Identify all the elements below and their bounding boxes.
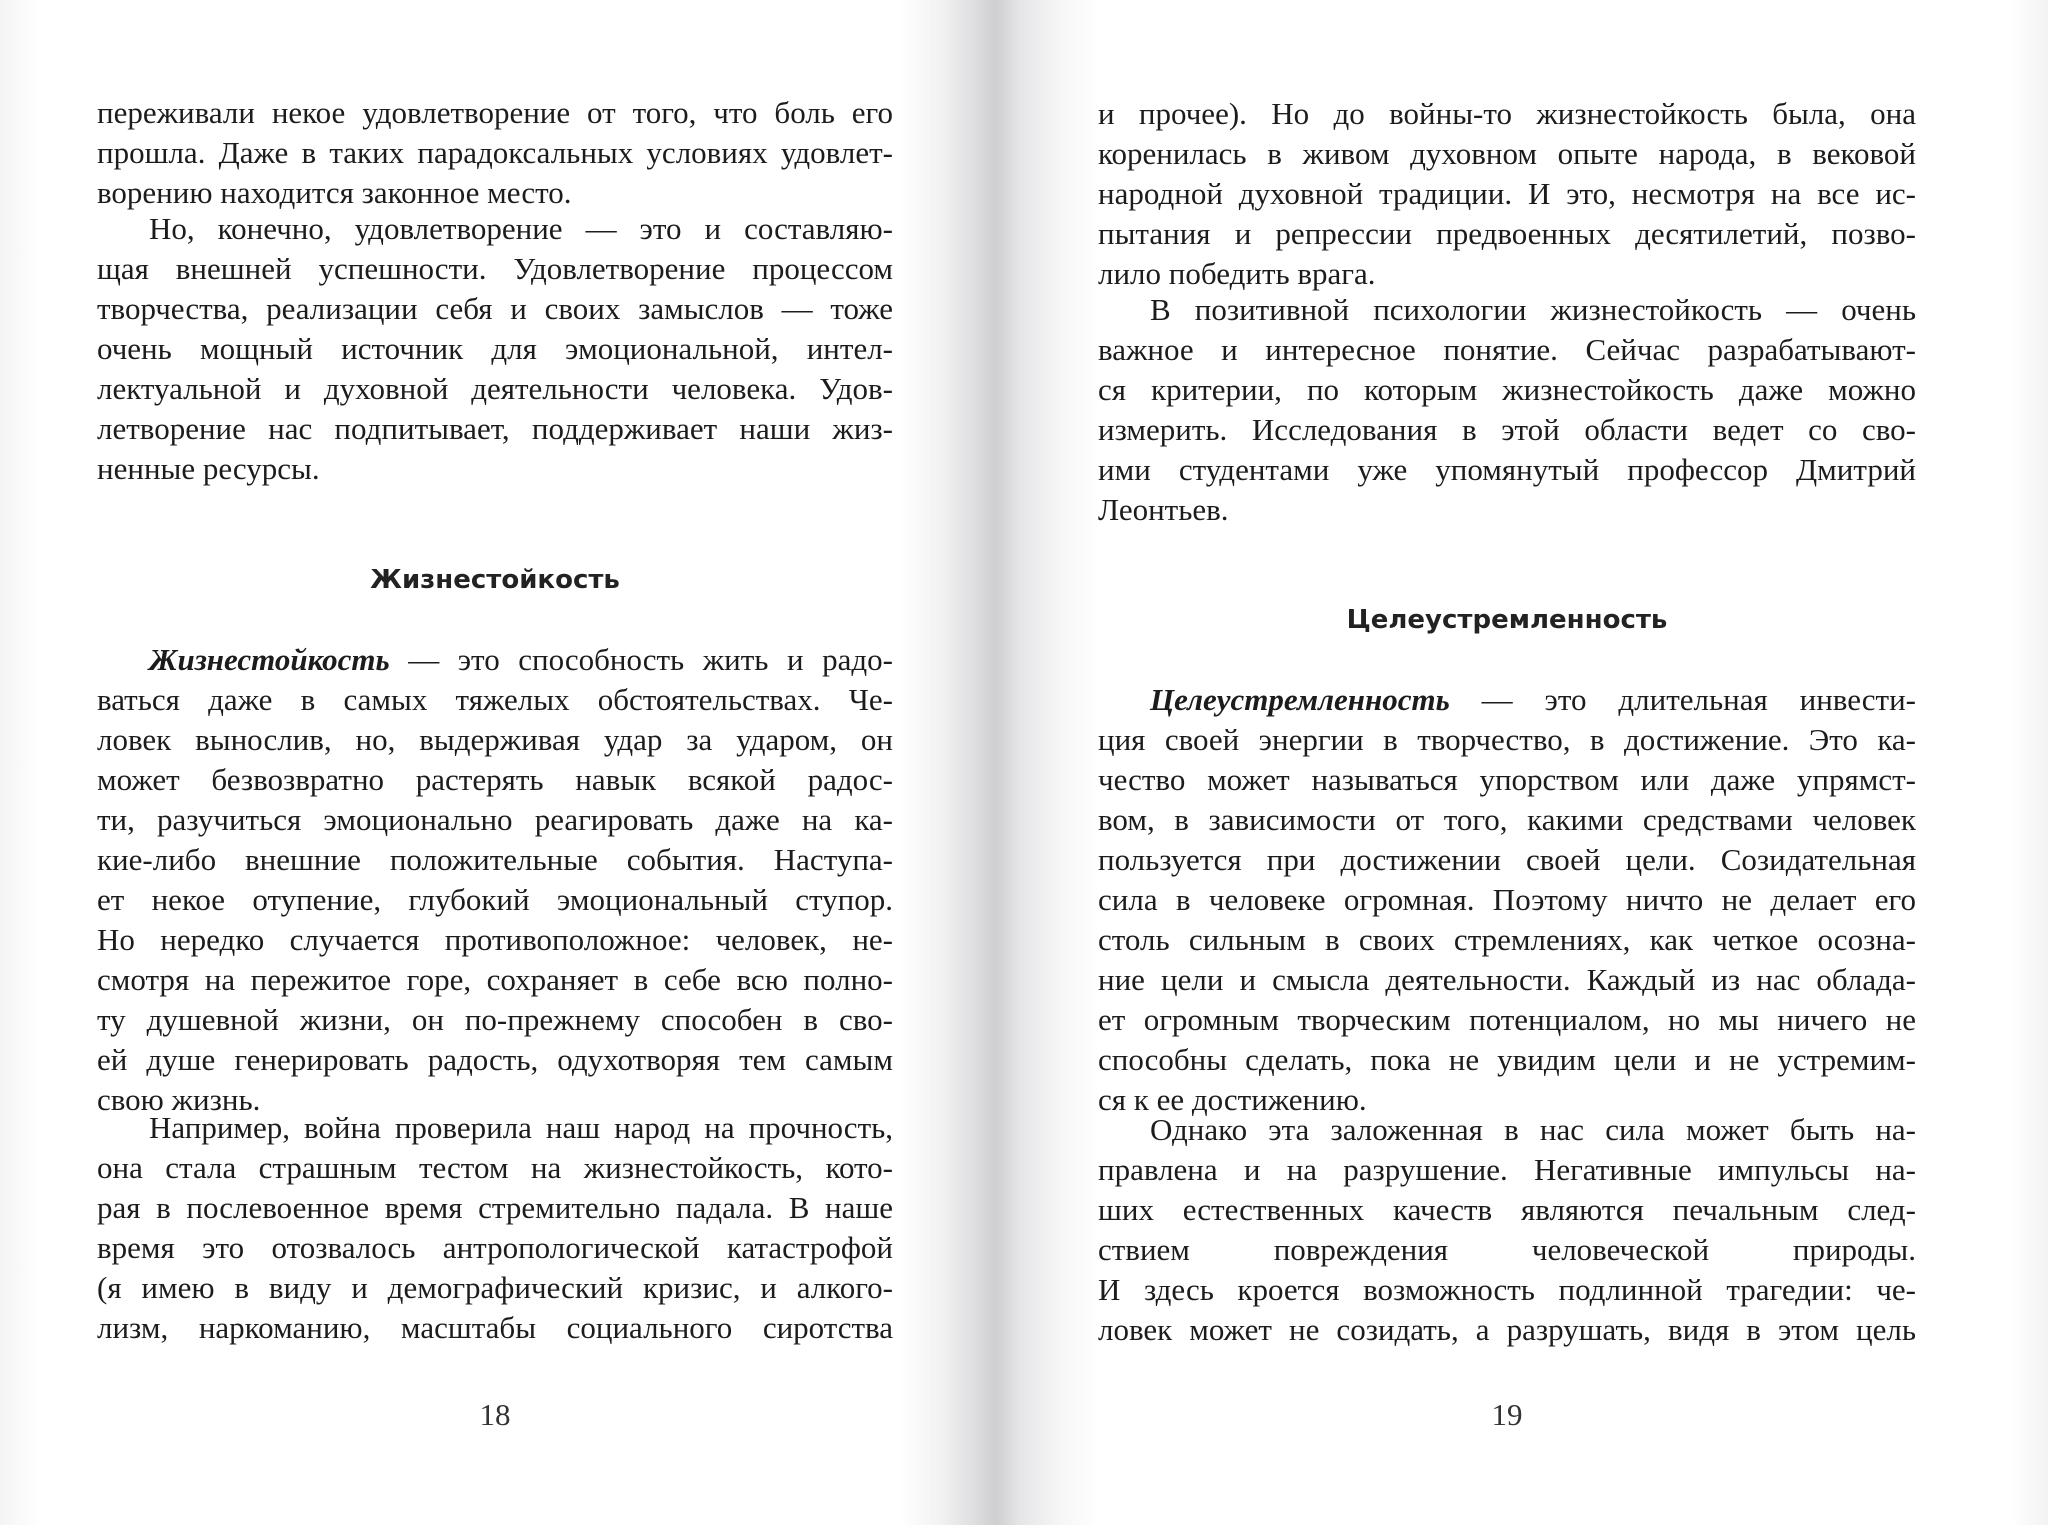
text-line: ет некое отупение, глубокий эмоциональный ступор. bbox=[97, 882, 893, 917]
text-line: лизм, наркоманию, масштабы социального сиротства bbox=[97, 1310, 893, 1345]
text-line: способны сделать, пока не увидим цели и не устремим- bbox=[1098, 1042, 1916, 1077]
text-line: смотря на пережитое горе, сохраняет в себе всю полно- bbox=[97, 962, 893, 997]
text-line: чество может называться упорством или даже упрямст- bbox=[1098, 762, 1916, 797]
text-line: кие-либо внешние положительные события. Наступа- bbox=[97, 842, 893, 877]
section-heading-resilience: Жизнестойкость bbox=[370, 565, 620, 595]
text-line: ворению находится законное место. bbox=[97, 175, 572, 210]
text-line: она стала страшным тестом на жизнестойкость, кото- bbox=[97, 1150, 893, 1185]
text-line: Но, конечно, удовлетворение — это и составляю- bbox=[149, 211, 893, 246]
text-line: Однако эта заложенная в нас сила может быть на- bbox=[1150, 1112, 1916, 1147]
text-line: Например, война проверила наш народ на прочность, bbox=[149, 1110, 893, 1145]
text-line: Леонтьев. bbox=[1098, 492, 1229, 527]
definition-first-line bbox=[1098, 680, 1916, 720]
text-line: (я имею в виду и демографический кризис, и алкого- bbox=[97, 1270, 893, 1305]
text-line: вом, в зависимости от того, какими средствами человек bbox=[1098, 802, 1916, 837]
text-line: может безвозвратно растерять навык всякой радос- bbox=[97, 762, 893, 797]
text-line: В позитивной психологии жизнестойкость — очень bbox=[1150, 292, 1916, 327]
page-number: 19 bbox=[1491, 1397, 1523, 1432]
text-line: щая внешней успешности. Удовлетворение процессом bbox=[97, 251, 893, 286]
definition-term: Жизнестойкость bbox=[149, 642, 390, 677]
text-line: пользуется при достижении своей цели. Созидательная bbox=[1098, 842, 1916, 877]
text-line: И здесь кроется возможность подлинной трагедии: че- bbox=[1098, 1272, 1916, 1307]
definition-first-line bbox=[97, 640, 893, 680]
text-line: ция своей энергии в творчество, в достижение. Это ка- bbox=[1098, 722, 1916, 757]
definition-rest: — это способность жить и радо- bbox=[389, 642, 893, 677]
text-line: и прочее). Но до войны-то жизнестойкость была, она bbox=[1098, 96, 1916, 131]
text-line: пытания и репрессии предвоенных десятилетий, позво- bbox=[1098, 216, 1916, 251]
text-line: прошла. Даже в таких парадоксальных условиях удовлет- bbox=[97, 135, 893, 170]
definition-term: Целеустремленность bbox=[1150, 682, 1450, 717]
right-page bbox=[1098, 0, 1916, 1525]
text-line: творчества, реализации себя и своих замыслов — тоже bbox=[97, 291, 893, 326]
right-intro-paragraph bbox=[1098, 94, 1916, 294]
text-line: ловек может не созидать, а разрушать, видя в этом цель bbox=[1098, 1312, 1916, 1347]
text-line: столь сильным в своих стремлениях, как четкое осозна- bbox=[1098, 922, 1916, 957]
text-line: ненные ресурсы. bbox=[97, 451, 320, 486]
text-line: ших естественных качеств являются печальным след- bbox=[1098, 1192, 1916, 1227]
text-line: время это отозвалось антропологической катастрофой bbox=[97, 1230, 893, 1265]
text-line: ти, разучиться эмоционально реагировать даже на ка- bbox=[97, 802, 893, 837]
text-line: правлена и на разрушение. Негативные импульсы на- bbox=[1098, 1152, 1916, 1187]
text-line: Но нередко случается противоположное: человек, не- bbox=[97, 922, 893, 957]
text-line: свою жизнь. bbox=[97, 1082, 261, 1117]
right-destruction-paragraph bbox=[1098, 1110, 1916, 1350]
text-line: переживали некое удовлетворение от того, что боль его bbox=[97, 95, 893, 130]
text-line: ту душевной жизни, он по-прежнему способен в сво- bbox=[97, 1002, 893, 1037]
text-line: ние цели и смысла деятельности. Каждый из нас облада- bbox=[1098, 962, 1916, 997]
text-line: ей душе генерировать радость, одухотворяя тем самым bbox=[97, 1042, 893, 1077]
left-satisfaction-paragraph bbox=[97, 209, 893, 489]
section-heading-purposefulness: Целеустремленность bbox=[1346, 605, 1668, 635]
text-line: важное и интересное понятие. Сейчас разрабатывают- bbox=[1098, 332, 1916, 367]
right-definition-paragraph bbox=[1098, 680, 1916, 1120]
text-line: лектуальной и духовной деятельности человека. Удов- bbox=[97, 371, 893, 406]
text-line: измерить. Исследования в этой области ведет со сво- bbox=[1098, 412, 1916, 447]
definition-rest: — это длительная инвести- bbox=[1449, 682, 1916, 717]
page-number: 18 bbox=[479, 1397, 511, 1432]
text-line: ими студентами уже упомянутый профессор Дмитрий bbox=[1098, 452, 1916, 487]
text-line: ет огромным творческим потенциалом, но мы ничего не bbox=[1098, 1002, 1916, 1037]
right-psychology-paragraph bbox=[1098, 290, 1916, 530]
text-line: лило победить врага. bbox=[1098, 256, 1376, 291]
left-definition-paragraph bbox=[97, 640, 893, 1120]
text-line: коренилась в живом духовном опыте народа, в вековой bbox=[1098, 136, 1916, 171]
text-line: ся к ее достижению. bbox=[1098, 1082, 1367, 1117]
left-page bbox=[97, 0, 893, 1525]
text-line: ваться даже в самых тяжелых обстоятельствах. Че- bbox=[97, 682, 893, 717]
text-line: ся критерии, по которым жизнестойкость даже можно bbox=[1098, 372, 1916, 407]
left-war-paragraph bbox=[97, 1108, 893, 1348]
text-line: очень мощный источник для эмоциональной, интел- bbox=[97, 331, 893, 366]
text-line: сила в человеке огромная. Поэтому ничто не делает его bbox=[1098, 882, 1916, 917]
text-line: летворение нас подпитывает, поддерживает наши жиз- bbox=[97, 411, 893, 446]
text-line: народной духовной традиции. И это, несмотря на все ис- bbox=[1098, 176, 1916, 211]
text-line: ствием повреждения человеческой природы. bbox=[1098, 1232, 1916, 1267]
text-line: ловек вынослив, но, выдерживая удар за ударом, он bbox=[97, 722, 893, 757]
left-intro-paragraph bbox=[97, 93, 893, 213]
text-line: рая в послевоенное время стремительно падала. В наше bbox=[97, 1190, 893, 1225]
